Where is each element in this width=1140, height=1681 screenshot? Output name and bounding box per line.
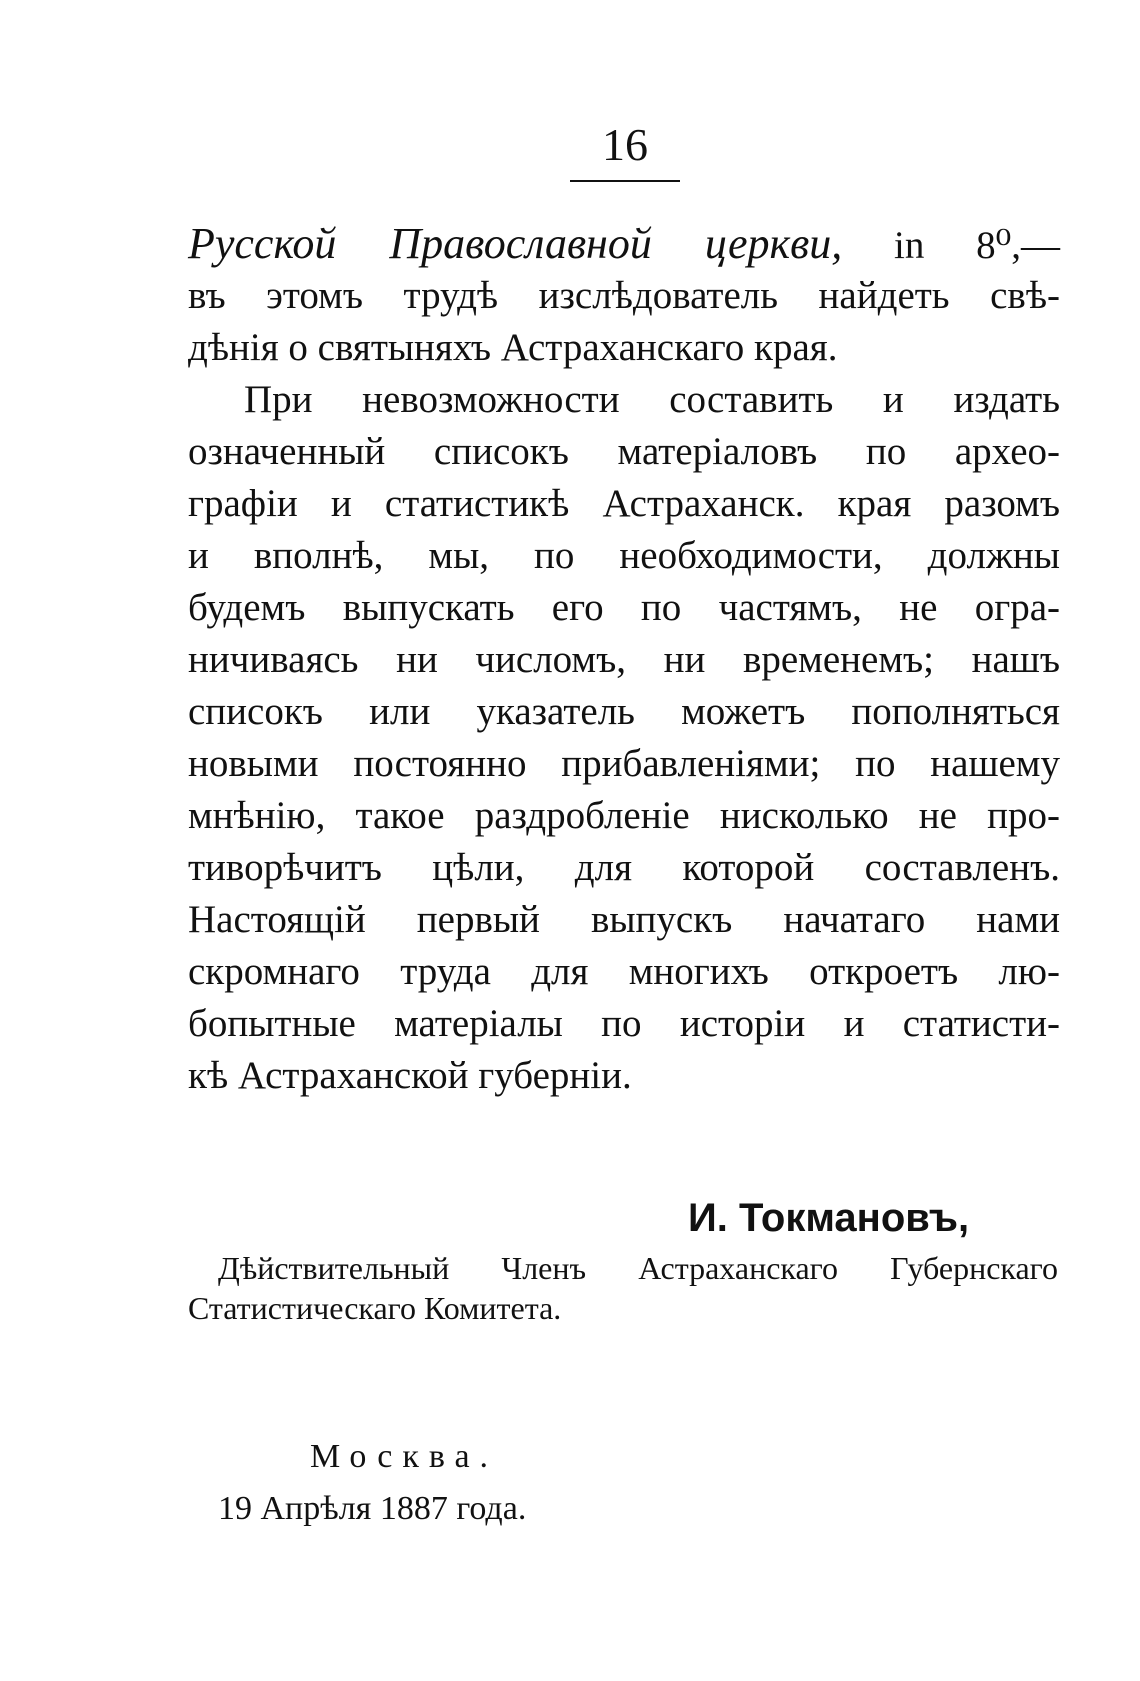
text-line: Настоящій первый выпускъ начатаго нами [188, 898, 1060, 941]
text-line [188, 219, 1060, 268]
text-line: новыми постоянно прибавленіями; по нашему [188, 742, 1060, 785]
text-line: тиворѣчитъ цѣли, для которой составленъ. [188, 846, 1060, 889]
text-line: При невозможности составить и издать [244, 378, 1060, 421]
text-line: и вполнѣ, мы, по необходимости, должны [188, 534, 1060, 577]
text-line: мнѣнію, такое раздробленіе нисколько не про- [188, 794, 1060, 837]
page-number: 16 [602, 119, 648, 170]
signer-title-line: Дѣйствительный Членъ Астраханскаго Губернскаго [218, 1250, 1058, 1286]
signer-title-line: Статистическаго Комитета. [188, 1290, 562, 1326]
page-number-rule [570, 180, 680, 182]
text-line: бопытные матеріалы по исторіи и статисти- [188, 1002, 1060, 1045]
text-line: списокъ или указатель можетъ пополняться [188, 690, 1060, 733]
text-line: будемъ выпускать его по частямъ, не огра- [188, 586, 1060, 629]
date-line: 19 Апрѣля 1887 года. [218, 1490, 527, 1527]
text-line: въ этомъ трудѣ изслѣдователь найдеть свѣ- [188, 274, 1060, 317]
text-line: означенный списокъ матеріаловъ по архео- [188, 430, 1060, 473]
text-line: ничиваясь ни числомъ, ни временемъ; нашъ [188, 638, 1060, 681]
text-line: дѣнія о святыняхъ Астраханскаго края. [188, 326, 838, 369]
signature-name: И. Токмановъ, [688, 1196, 970, 1240]
place-of-writing: Москва. [310, 1438, 499, 1475]
text-fragment: in 8⁰,— [842, 224, 1060, 267]
text-line: кѣ Астраханской губерніи. [188, 1054, 632, 1097]
text-line: скромнаго труда для многихъ откроетъ лю- [188, 950, 1060, 993]
italic-title: Русской Православной церкви, [188, 219, 843, 268]
text-line: графіи и статистикѣ Астраханск. края разомъ [188, 482, 1060, 525]
